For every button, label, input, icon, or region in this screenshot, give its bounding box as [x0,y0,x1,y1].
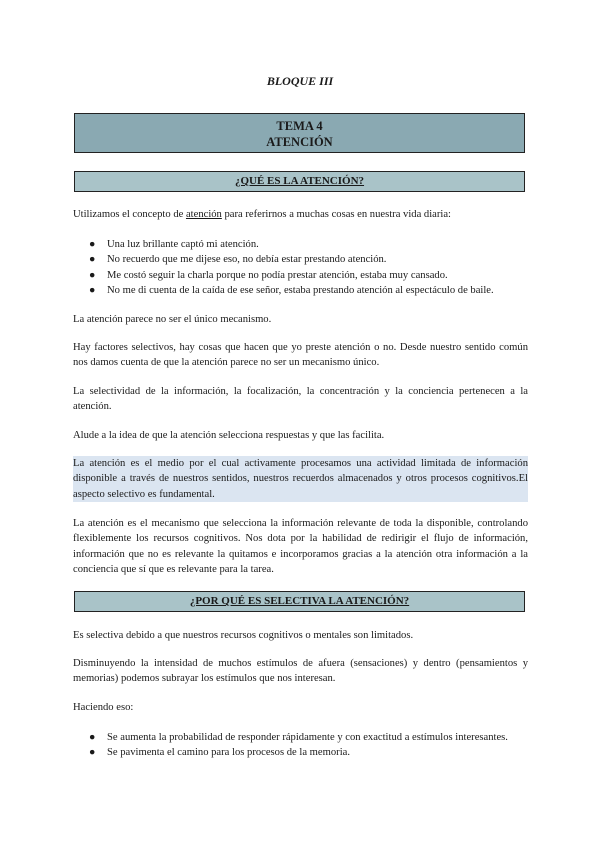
effects-list [73,730,528,761]
bullet-icon: ● [89,254,96,266]
paragraph-selectividad: La selectividad de la información, la focalización, la concentración y la conciencia pertenecen a la atención. [73,386,528,413]
list-item: ● Una luz brillante captó mi atención. [73,237,528,252]
tema-name: ATENCIÓN [266,135,333,149]
tema-title-box [74,113,525,153]
bullet-icon: ● [89,269,96,281]
list-item: ● No recuerdo que me dijese eso, no debía estar prestando atención. [73,252,528,267]
list-item: ● Se pavimenta el camino para los procesos de la memoria. [73,745,528,760]
bullet-icon: ● [89,239,96,250]
intro-paragraph [73,207,528,222]
paragraph-mecanismo-selecciona: La atención es el mecanismo que selecciona la información relevante de toda la disponible, controlando flexiblemente los recursos cognitivos. Nos dota por la habilidad de redirigir el flujo de información, información que no es relevante la quitamos e incorporamos gracias a la atención otra información a la conciencia que sí que es relevante para la tarea. [73,518,528,576]
tema-number: TEMA 4 [276,119,323,133]
paragraph-mecanismo: La atención parece no ser el único mecanismo. [73,314,272,325]
paragraph-alude: Alude a la idea de que la atención selecciona respuestas y que las facilita. [73,430,385,441]
paragraph-disminuyendo: Disminuyendo la intensidad de muchos estímulos de afuera (sensaciones) y dentro (pensamientos y memorias) podemos subrayar los estímulos que nos interesan. [73,658,528,685]
section-heading-por-que: ¿POR QUÉ ES SELECTIVA LA ATENCIÓN? [74,591,525,612]
intro-text-end: para referirnos a muchas cosas en nuestra vida diaria: [221,209,451,220]
paragraph-haciendo-eso: Haciendo eso: [73,702,134,713]
block-title: BLOQUE III [266,74,334,88]
intro-text-start: Utilizamos el concepto de [73,209,186,220]
bullet-icon: ● [89,747,96,759]
list-item: ● No me di cuenta de la caída de ese señor, estaba prestando atención al espectáculo de baile. [73,283,528,298]
intro-underlined-term: atención [185,209,222,220]
list-item: ● Me costó seguir la charla porque no podía prestar atención, estaba muy cansado. [73,268,528,283]
list-item: ● Se aumenta la probabilidad de responder rápidamente y con exactitud a estímulos interesantes. [73,730,528,745]
paragraph-limitados: Es selectiva debido a que nuestros recursos cognitivos o mentales son limitados. [73,630,414,641]
paragraph-factores: Hay factores selectivos, hay cosas que hacen que yo preste atención o no. Desde nuestro sentido común nos damos cuenta de que la atención parece no ser un mecanismo único. [73,342,528,369]
highlighted-definition: La atención es el medio por el cual activamente procesamos una actividad limitada de información disponible a través de nuestros sentidos, nuestros recuerdos almacenados y otros procesos cognitivos.El aspecto selectivo es fundamental. [73,456,528,502]
bullet-icon: ● [89,732,96,743]
bullet-icon: ● [89,285,96,297]
section-heading-que-es: ¿QUÉ ES LA ATENCIÓN? [74,171,525,192]
examples-list [73,237,528,299]
